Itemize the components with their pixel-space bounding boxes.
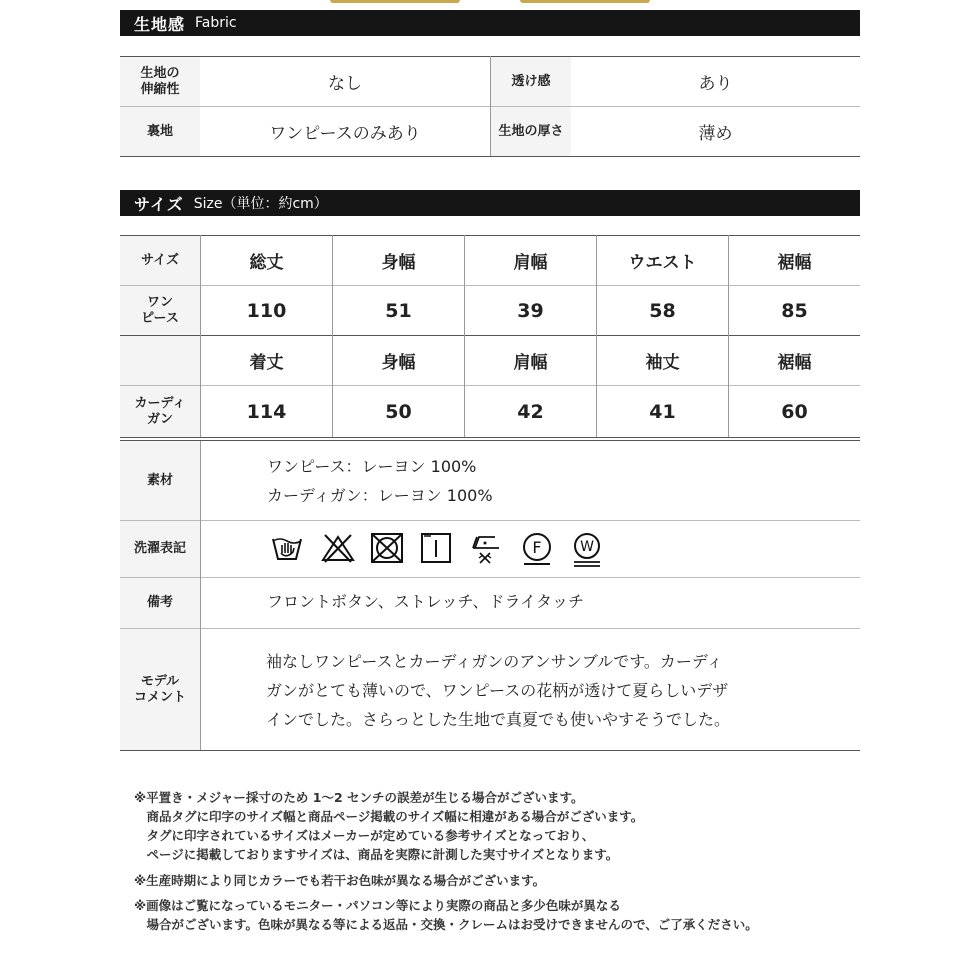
fabric-value-sheer: あり [698,74,733,94]
fabric-title-en: Fabric [195,15,237,31]
fabric-title: 生地感 [134,14,186,34]
iron-low-no-steam-icon [469,531,503,567]
cardigan-value-sleeve: 41 [649,400,676,423]
material-line-onepiece: ワンピース：レーヨン 100% [267,457,477,476]
size-corner-label: サイズ [120,236,200,285]
cardigan-value-shoulder: 42 [517,400,544,423]
onepiece-value-width: 51 [385,299,412,322]
fabric-label-sheer: 透け感 [491,57,571,106]
model-comment-line-3: インでした。さらっとした生地で真夏でも使いやすそうでした。 [266,710,731,729]
notes-value: フロントボタン、ストレッチ、ドライタッチ [267,592,584,611]
material-label: 素材 [120,441,200,520]
footnote-3: タグに印字されているサイズはメーカーが定めている参考サイズとなっており、 [134,828,595,843]
cardigan-header-width: 身幅 [381,353,416,373]
cardigan-header-corner [120,336,200,385]
fabric-section-header [120,10,860,36]
model-comment-line-2: ガンがとても薄いので、ワンピースの花柄が透けて夏らしいデザ [266,681,729,700]
no-bleach-icon [320,531,356,565]
onepiece-header-shoulder: 肩幅 [513,253,548,273]
material-line-cardigan: カーディガン：レーヨン 100% [267,486,493,505]
cardigan-header-length: 着丈 [249,353,284,373]
cardigan-header-sleeve: 袖丈 [645,353,680,373]
cardigan-value-width: 50 [385,400,412,423]
size-title: サイズ [134,194,184,214]
footnote-7: 場合がございます。色味が異なる等による返品・交換・クレームはお受けできませんので、ご了承ください。 [134,917,758,932]
fabric-label-lining: 裏地 [120,107,200,156]
wet-clean-w-icon [570,531,604,569]
onepiece-header-hem: 裾幅 [777,253,812,273]
footnote-1: ※平置き・メジャー採寸のため 1〜2 センチの誤差が生じる場合がございます。 [134,790,584,805]
onepiece-value-shoulder: 39 [517,299,544,322]
drip-dry-icon [419,531,453,565]
footnote-6: ※画像はご覧になっているモニター・パソコン等により実際の商品と多少色味が異なる [134,898,621,913]
fabric-label-thickness: 生地の厚さ [491,107,571,156]
onepiece-value-hem: 85 [781,299,808,322]
footnote-2: 商品タグに印字のサイズ幅と商品ページ掲載のサイズ幅に相違がある場合がございます。 [134,809,644,824]
footnote-5: ※生産時期により同じカラーでも若干お色味が異なる場合がございます。 [134,873,546,888]
cardigan-value-hem: 60 [781,400,808,423]
cardigan-value-length: 114 [246,400,287,423]
fabric-value-lining: ワンピースのみあり [269,124,421,144]
no-tumble-dry-icon [369,531,405,565]
dry-clean-letter: F [532,538,542,557]
onepiece-header-length: 総丈 [249,253,284,273]
cardigan-header-hem: 裾幅 [777,353,812,373]
cardigan-header-shoulder: 肩幅 [513,353,548,373]
onepiece-value-waist: 58 [649,299,676,322]
onepiece-label: ワン ピース [120,286,200,335]
fabric-value-thickness: 薄め [698,124,733,144]
hand-wash-30-icon [270,531,304,565]
wet-clean-letter: W [580,539,594,555]
onepiece-header-waist: ウエスト [628,253,697,273]
fabric-label-stretch: 生地の 伸縮性 [120,57,200,106]
notes-label: 備考 [120,578,200,628]
top-decoration-right [520,0,650,3]
dry-clean-f-icon [520,531,554,567]
model-comment-line-1: 袖なしワンピースとカーディガンのアンサンブルです。カーディ [266,652,723,671]
fabric-value-stretch: なし [328,74,362,94]
cardigan-label: カーディ ガン [120,386,200,437]
size-title-en: Size（単位：約cm） [193,196,328,212]
onepiece-value-length: 110 [246,299,287,322]
care-label: 洗濯表記 [120,521,200,577]
onepiece-header-width: 身幅 [381,253,416,273]
top-decoration-left [330,0,460,3]
footnote-4: ページに掲載しておりますサイズは、商品を実際に計測した実寸サイズとなります。 [134,847,619,862]
model-comment-label: モデル コメント [120,629,200,750]
size-section-header [120,190,860,216]
